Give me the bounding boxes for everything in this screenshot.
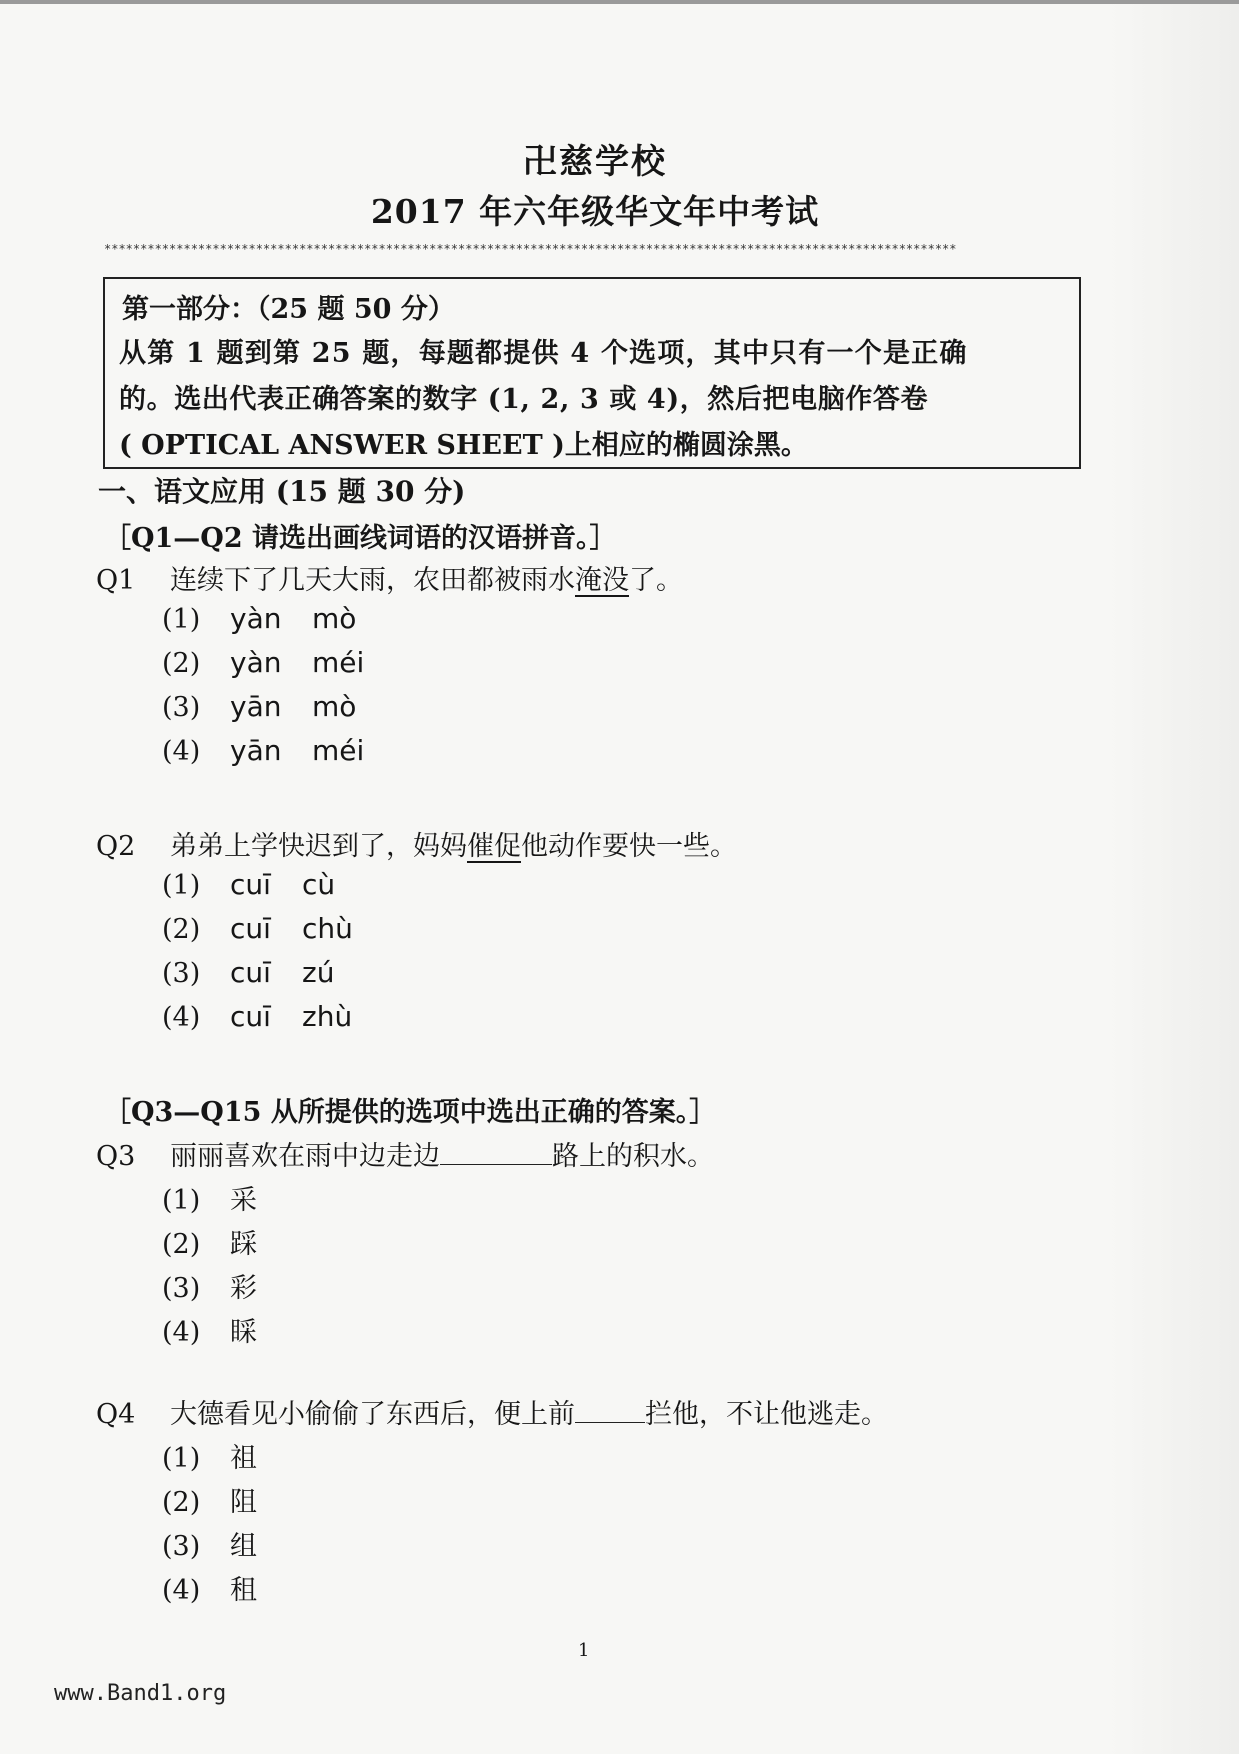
option-text: 租 <box>230 1575 257 1606</box>
scan-top-edge <box>0 0 1239 4</box>
question-number: Q4 <box>96 1399 136 1430</box>
option-number: (2) <box>162 648 201 679</box>
option-number: (3) <box>162 958 201 989</box>
footer-url: www.Band1.org <box>54 1681 227 1706</box>
option-pinyin-b: zhù <box>302 1000 353 1033</box>
option-number: (2) <box>162 1487 201 1518</box>
scan-edge-shade <box>1109 0 1239 1754</box>
option-number: (1) <box>162 870 201 901</box>
question-q2 <box>96 824 737 863</box>
question-text-pre: 弟弟上学快迟到了，妈妈 <box>170 831 467 862</box>
part1-instruction-line-2: 的。选出代表正确答案的数字 (1, 2, 3 或 4)，然后把电脑作答卷 <box>119 384 929 415</box>
q4-option-4 <box>162 1568 257 1607</box>
option-pinyin-b: méi <box>312 734 365 767</box>
question-q4 <box>96 1392 888 1431</box>
underlined-word: 催促 <box>467 831 521 862</box>
part1-title: 第一部分：（25 题 50 分） <box>122 294 455 325</box>
part1-instruction-line-3: ( OPTICAL ANSWER SHEET )上相应的椭圆涂黑。 <box>119 430 808 461</box>
part1-instruction-line-1: 从第 1 题到第 25 题，每题都提供 4 个选项，其中只有一个是正确 <box>119 338 968 369</box>
q3-option-2 <box>162 1222 257 1261</box>
option-pinyin-a: yān <box>230 734 282 767</box>
option-text: 祖 <box>230 1443 257 1474</box>
q2-option-3 <box>162 956 334 989</box>
option-number: (4) <box>162 1317 201 1348</box>
school-name: 卍慈学校 <box>523 142 667 182</box>
q1-option-1 <box>162 602 356 635</box>
option-text: 踩 <box>230 1229 257 1260</box>
section1-title: 一、语文应用 (15 题 30 分) <box>98 475 466 508</box>
exam-title: 2017 年六年级华文年中考试 <box>370 192 820 231</box>
option-pinyin-a: cuī <box>230 868 271 901</box>
option-pinyin-b: cù <box>302 868 336 901</box>
option-number: (2) <box>162 1229 201 1260</box>
question-text-post: 他动作要快一些。 <box>521 831 737 862</box>
page-number: 1 <box>578 1640 590 1661</box>
option-number: (3) <box>162 1273 201 1304</box>
question-number: Q1 <box>96 565 136 596</box>
option-number: (4) <box>162 736 201 767</box>
q3-option-3 <box>162 1266 257 1305</box>
option-number: (1) <box>162 1443 201 1474</box>
q3-option-4 <box>162 1310 257 1349</box>
option-pinyin-a: yàn <box>230 602 282 635</box>
option-pinyin-b: chù <box>302 912 353 945</box>
option-pinyin-a: yàn <box>230 646 282 679</box>
q4-option-2 <box>162 1480 257 1519</box>
question-number: Q3 <box>96 1141 136 1172</box>
question-text-pre: 丽丽喜欢在雨中边走边 <box>170 1141 440 1172</box>
option-pinyin-a: cuī <box>230 1000 271 1033</box>
option-text: 睬 <box>230 1317 257 1348</box>
q4-option-1 <box>162 1436 257 1475</box>
question-text-post: 了。 <box>629 565 683 596</box>
option-number: (4) <box>162 1002 201 1033</box>
question-text-post: 拦他，不让他逃走。 <box>645 1399 888 1430</box>
option-number: (2) <box>162 914 201 945</box>
question-q1 <box>96 558 683 597</box>
part1-instructions-box <box>103 277 1081 469</box>
question-text-pre: 连续下了几天大雨，农田都被雨水 <box>170 565 575 596</box>
instruction-q1-q2: ［Q1—Q2 请选出画线词语的汉语拼音。］ <box>104 523 617 554</box>
q1-option-3 <box>162 690 356 723</box>
option-number: (3) <box>162 692 201 723</box>
q1-option-2 <box>162 646 364 679</box>
option-pinyin-b: mò <box>312 690 357 723</box>
star-separator: ********************************************************************************************************************** <box>104 242 957 256</box>
option-pinyin-a: cuī <box>230 956 271 989</box>
question-q3 <box>96 1134 714 1173</box>
option-pinyin-b: zú <box>302 956 335 989</box>
q2-option-2 <box>162 912 353 945</box>
option-text: 彩 <box>230 1273 257 1304</box>
instruction-q3-q15: ［Q3—Q15 从所提供的选项中选出正确的答案。］ <box>104 1097 717 1128</box>
q2-option-1 <box>162 868 335 901</box>
option-pinyin-b: méi <box>312 646 365 679</box>
option-text: 采 <box>230 1185 257 1216</box>
option-number: (1) <box>162 1185 201 1216</box>
question-text-pre: 大德看见小偷偷了东西后，便上前 <box>170 1399 575 1430</box>
option-pinyin-b: mò <box>312 602 357 635</box>
answer-blank <box>440 1138 552 1165</box>
option-text: 组 <box>230 1531 257 1562</box>
q2-option-4 <box>162 1000 352 1033</box>
option-pinyin-a: yān <box>230 690 282 723</box>
option-text: 阻 <box>230 1487 257 1518</box>
option-number: (4) <box>162 1575 201 1606</box>
q4-option-3 <box>162 1524 257 1563</box>
q3-option-1 <box>162 1178 257 1217</box>
q1-option-4 <box>162 734 364 767</box>
answer-blank <box>575 1396 645 1423</box>
option-number: (1) <box>162 604 201 635</box>
underlined-word: 淹没 <box>575 565 629 596</box>
question-number: Q2 <box>96 831 136 862</box>
option-pinyin-a: cuī <box>230 912 271 945</box>
question-text-post: 路上的积水。 <box>552 1141 714 1172</box>
option-number: (3) <box>162 1531 201 1562</box>
